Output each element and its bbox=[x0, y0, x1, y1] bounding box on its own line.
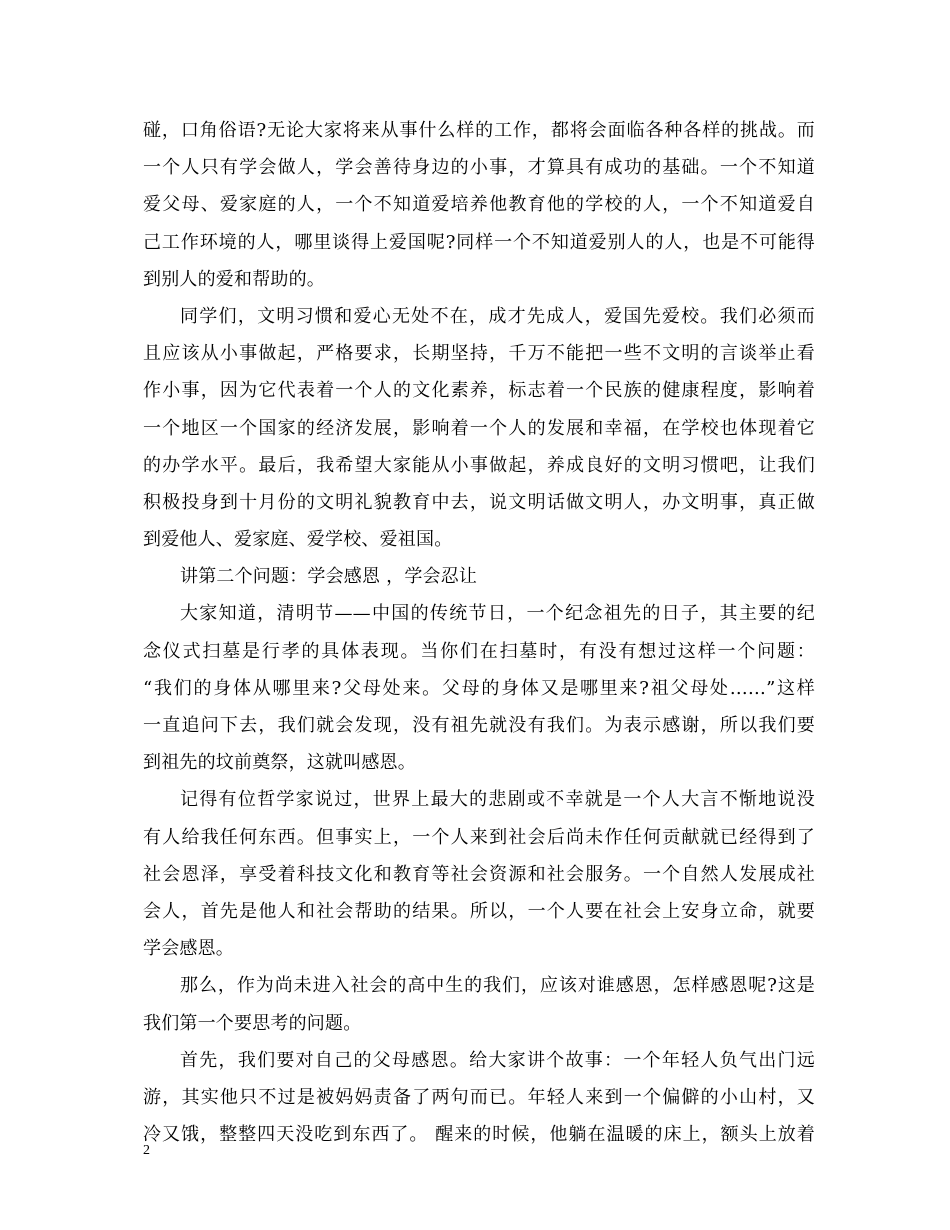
text-line: 且应该从小事做起，严格要求，长期坚持，千万不能把一些不文明的言谈举止看 bbox=[143, 343, 815, 365]
page-number: 2 bbox=[143, 1143, 150, 1158]
text-line: 到爱他人、爱家庭、爱学校、爱祖国。 bbox=[143, 529, 453, 551]
text-line: 我们第一个要思考的问题。 bbox=[143, 1012, 362, 1034]
section-heading: 讲第二个问题：学会感恩 ，学会忍让 bbox=[180, 566, 478, 588]
text-line: 碰，口角俗语?无论大家将来从事什么样的工作，都将会面临各种各样的挑战。而 bbox=[143, 120, 815, 141]
text-line: 会人，首先是他人和社会帮助的结果。所以，一个人要在社会上安身立命，就要 bbox=[143, 900, 815, 922]
text-line: 念仪式扫墓是行孝的具体表现。当你们在扫墓时，有没有想过这样一个问题： bbox=[143, 640, 815, 662]
text-line: 爱父母、爱家庭的人，一个不知道爱培养他教育他的学校的人，一个不知道爱自 bbox=[143, 194, 815, 216]
text-line: 一个地区一个国家的经济发展，影响着一个人的发展和幸福，在学校也体现着它 bbox=[143, 417, 815, 439]
text-line: 那么，作为尚未进入社会的高中生的我们，应该对谁感恩，怎样感恩呢?这是 bbox=[180, 975, 815, 997]
text-line: 的办学水平。最后，我希望大家能从小事做起，养成良好的文明习惯吧，让我们 bbox=[143, 454, 815, 476]
text-line: 作小事，因为它代表着一个人的文化素养，标志着一个民族的健康程度，影响着 bbox=[143, 380, 815, 402]
text-line: 一直追问下去，我们就会发现，没有祖先就没有我们。为表示感谢，所以我们要 bbox=[143, 715, 815, 736]
text-line: 记得有位哲学家说过，世界上最大的悲剧或不幸就是一个人大言不惭地说没 bbox=[180, 789, 815, 811]
text-line: 学会感恩。 bbox=[143, 938, 234, 960]
text-line: 有人给我任何东西。但事实上，一个人来到社会后尚未作任何贡献就已经得到了 bbox=[143, 826, 815, 848]
text-line: 同学们，文明习惯和爱心无处不在，成才先成人，爱国先爱校。我们必须而 bbox=[180, 305, 815, 327]
text-line: 首先，我们要对自己的父母感恩。给大家讲个故事：一个年轻人负气出门远 bbox=[180, 1049, 815, 1071]
text-line: 大家知道，清明节——中国的传统节日，一个纪念祖先的日子，其主要的纪 bbox=[180, 603, 815, 625]
text-line: “我们的身体从哪里来?父母处来。父母的身体又是哪里来?祖父母处……”这样 bbox=[143, 677, 815, 699]
text-line: 到别人的爱和帮助的。 bbox=[143, 268, 325, 290]
text-line: 社会恩泽，享受着科技文化和教育等社会资源和社会服务。一个自然人发展成社 bbox=[143, 863, 815, 885]
text-line: 冷又饿，整整四天没吃到东西了。 醒来的时候，他躺在温暖的床上，额头上放着 bbox=[143, 1124, 815, 1146]
text-line: 积极投身到十月份的文明礼貌教育中去，说文明话做文明人，办文明事，真正做 bbox=[143, 491, 815, 513]
body-text bbox=[143, 112, 815, 1153]
text-line: 一个人只有学会做人，学会善待身边的小事，才算具有成功的基础。一个不知道 bbox=[143, 157, 815, 179]
text-line: 己工作环境的人，哪里谈得上爱国呢?同样一个不知道爱别人的人，也是不可能得 bbox=[143, 231, 815, 253]
text-line: 到祖先的坟前奠祭，这就叫感恩。 bbox=[143, 752, 416, 774]
text-line: 游，其实他只不过是被妈妈责备了两句而已。年轻人来到一个偏僻的小山村，又 bbox=[143, 1086, 815, 1108]
